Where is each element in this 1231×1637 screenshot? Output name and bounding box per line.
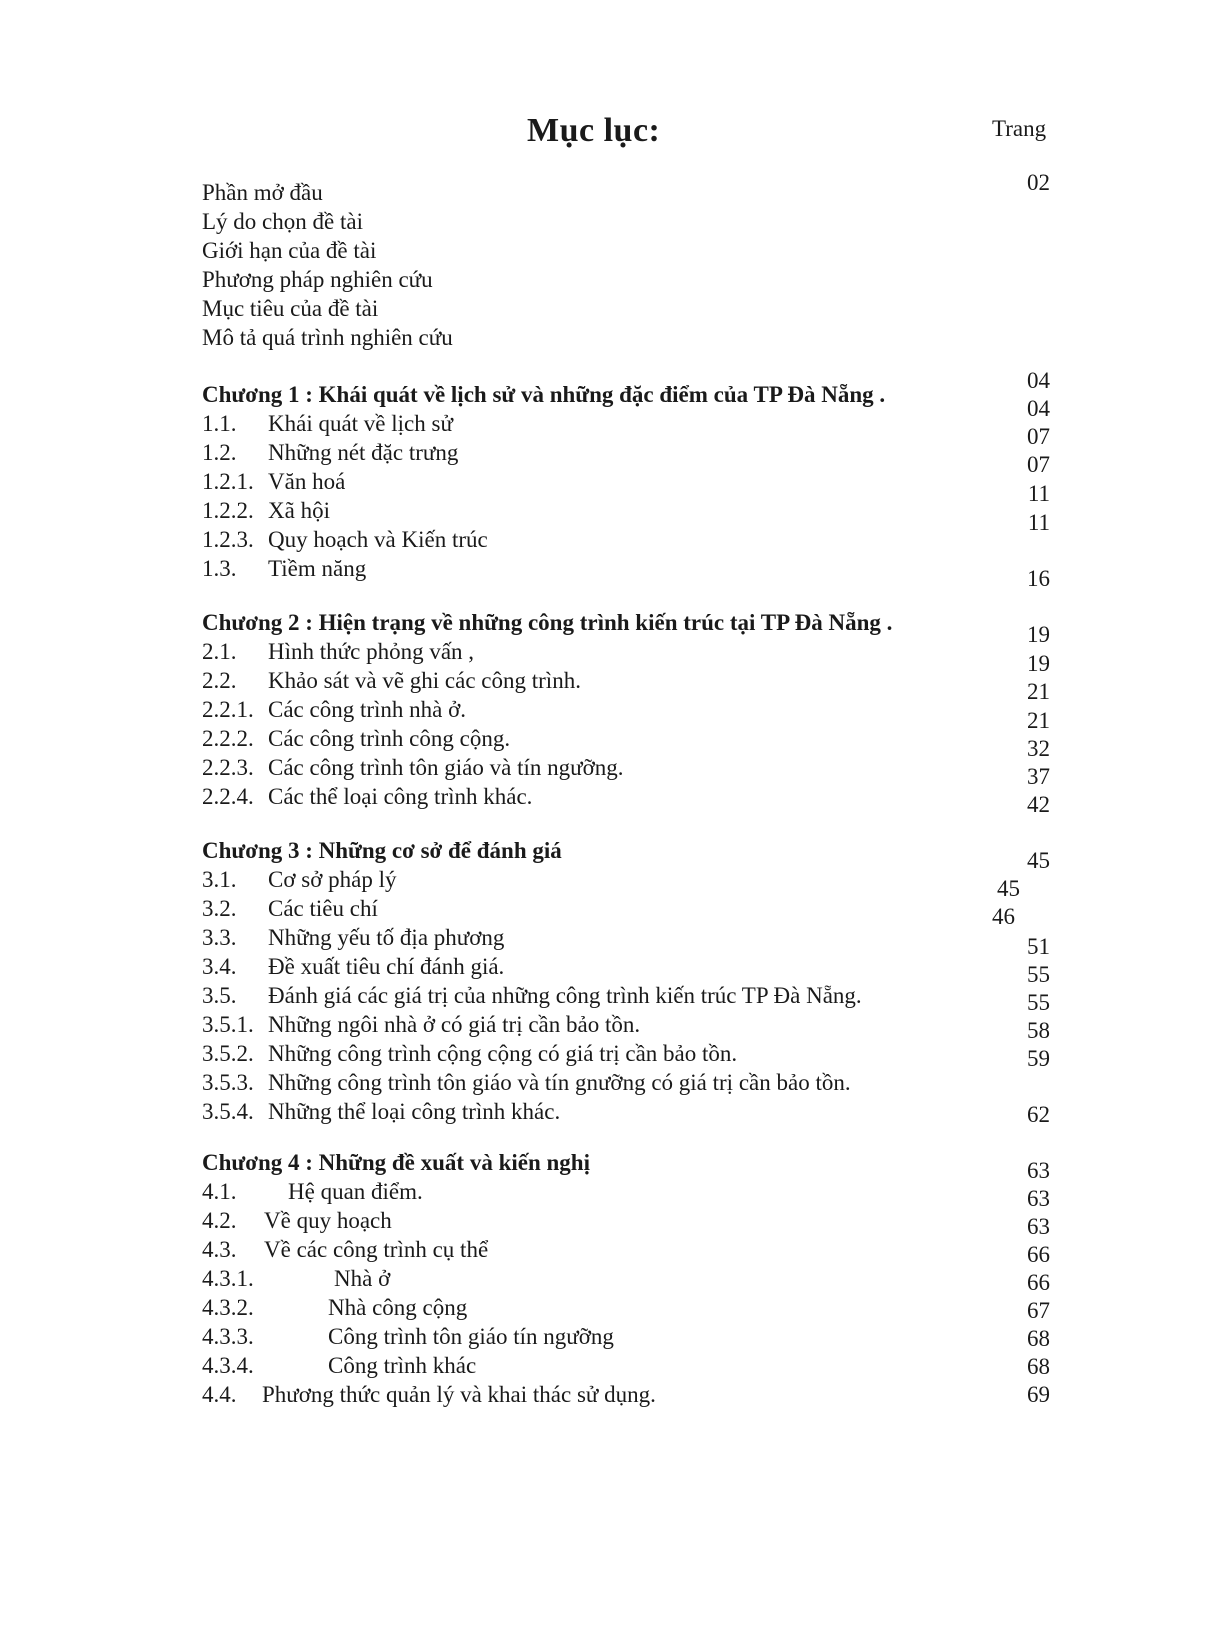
intro-item: Mô tả quá trình nghiên cứu	[202, 325, 453, 350]
page-number: 04	[1027, 368, 1050, 393]
toc-item: 4.3.4. Công trình khác	[202, 1353, 477, 1378]
toc-item: 3.5.4. Những thể loại công trình khác.	[202, 1099, 561, 1124]
page-number: 63	[1027, 1186, 1050, 1211]
page-number: 19	[1027, 622, 1050, 647]
toc-item: 4.3.3. Công trình tôn giáo tín ngưỡng	[202, 1324, 614, 1349]
toc-item: 3.5.2. Những công trình cộng cộng có giá trị cần bảo tồn.	[202, 1041, 738, 1066]
page-number: 32	[1027, 736, 1050, 761]
page-number: 63	[1027, 1158, 1050, 1183]
toc-item: 3.5.1. Những ngôi nhà ở có giá trị cần bảo tồn.	[202, 1012, 641, 1037]
page-number: 69	[1027, 1382, 1050, 1407]
toc-item: 2.2.1. Các công trình nhà ở.	[202, 697, 467, 722]
page-number: 16	[1027, 566, 1050, 591]
toc-item: 3.1. Cơ sở pháp lý	[202, 867, 397, 892]
chapter-4	[202, 1148, 656, 1409]
page-number: 59	[1027, 1046, 1050, 1071]
page-number: 11	[1027, 510, 1050, 535]
page-number: 51	[1027, 934, 1050, 959]
page-number: 04	[1027, 396, 1050, 421]
page-number: 11	[1027, 481, 1050, 506]
page-column-label: Trang	[992, 116, 1047, 141]
page-number: 02	[1027, 170, 1050, 195]
intro-item: Phần mở đầu	[202, 180, 323, 205]
toc-item: 4.2. Về quy hoạch	[202, 1208, 392, 1233]
toc-item: 3.5. Đánh giá các giá trị của những công trình kiến trúc TP Đà Nẵng.	[202, 983, 862, 1008]
page-number: 07	[1027, 452, 1050, 477]
toc-item: 4.3.2. Nhà công cộng	[202, 1295, 468, 1320]
intro-item: Mục tiêu của đề tài	[202, 296, 379, 321]
toc-item: 1.2.2. Xã hội	[202, 498, 330, 523]
page-number: 67	[1027, 1298, 1050, 1323]
toc-item: 3.4. Đề xuất tiêu chí đánh giá.	[202, 954, 505, 979]
page-number: 37	[1027, 764, 1050, 789]
page-number: 63	[1027, 1214, 1050, 1239]
toc-item: 1.3. Tiềm năng	[202, 556, 367, 581]
toc-item: 4.1. Hệ quan điểm.	[202, 1179, 423, 1204]
toc-item: 3.2. Các tiêu chí	[202, 896, 378, 921]
page-number: 62	[1027, 1102, 1050, 1127]
toc-item: 1.2.1. Văn hoá	[202, 469, 346, 494]
toc-item: 2.2. Khảo sát và vẽ ghi các công trình.	[202, 668, 581, 693]
page-number: 07	[1027, 424, 1050, 449]
page-number: 46	[992, 904, 1015, 929]
intro-item: Lý do chọn đề tài	[202, 209, 363, 234]
toc-item: 1.1. Khái quát về lịch sử	[202, 411, 453, 436]
toc-item: 3.3. Những yếu tố địa phương	[202, 925, 505, 950]
page-number: 42	[1027, 792, 1050, 817]
chapter-heading: Chương 3 : Những cơ sở để đánh giá	[202, 838, 562, 863]
chapter-heading: Chương 1 : Khái quát về lịch sử và những đặc điểm của TP Đà Nẵng .	[202, 382, 886, 407]
toc-item: 2.2.2. Các công trình công cộng.	[202, 726, 511, 751]
toc-item: 4.3.1. Nhà ở	[202, 1266, 391, 1291]
toc-item: 4.4. Phương thức quản lý và khai thác sử dụng.	[202, 1382, 656, 1407]
intro-list	[202, 178, 453, 352]
toc-item: 1.2.3. Quy hoạch và Kiến trúc	[202, 527, 488, 552]
page-number: 45	[1027, 848, 1050, 873]
chapter-2	[202, 608, 892, 811]
toc-item: 2.2.4. Các thể loại công trình khác.	[202, 784, 533, 809]
page-title: Mục lục:	[527, 112, 661, 149]
page-number: 66	[1027, 1242, 1050, 1267]
page-number: 58	[1027, 1018, 1050, 1043]
chapter-heading: Chương 4 : Những đề xuất và kiến nghị	[202, 1150, 590, 1175]
toc-item: 2.1. Hình thức phỏng vấn ,	[202, 639, 475, 664]
page-number: 55	[1027, 990, 1050, 1015]
page-number: 21	[1027, 708, 1050, 733]
toc-item: 2.2.3. Các công trình tôn giáo và tín ngưỡng.	[202, 755, 624, 780]
page-number: 68	[1027, 1354, 1050, 1379]
chapter-1	[202, 380, 885, 583]
chapter-3	[202, 836, 862, 1126]
page-number: 21	[1027, 679, 1050, 704]
intro-item: Phương pháp nghiên cứu	[202, 267, 433, 292]
intro-item: Giới hạn của đề tài	[202, 238, 377, 263]
chapter-heading: Chương 2 : Hiện trạng về những công trình kiến trúc tại TP Đà Nẵng .	[202, 610, 893, 635]
page-number: 68	[1027, 1326, 1050, 1351]
page-number: 55	[1027, 962, 1050, 987]
page-number: 45	[997, 876, 1020, 901]
page-number: 19	[1027, 651, 1050, 676]
toc-item: 3.5.3. Những công trình tôn giáo và tín gnưỡng có giá trị cần bảo tồn.	[202, 1070, 851, 1095]
toc-item: 1.2. Những nét đặc trưng	[202, 440, 459, 465]
page-number: 66	[1027, 1270, 1050, 1295]
toc-item: 4.3. Về các công trình cụ thể	[202, 1237, 489, 1262]
